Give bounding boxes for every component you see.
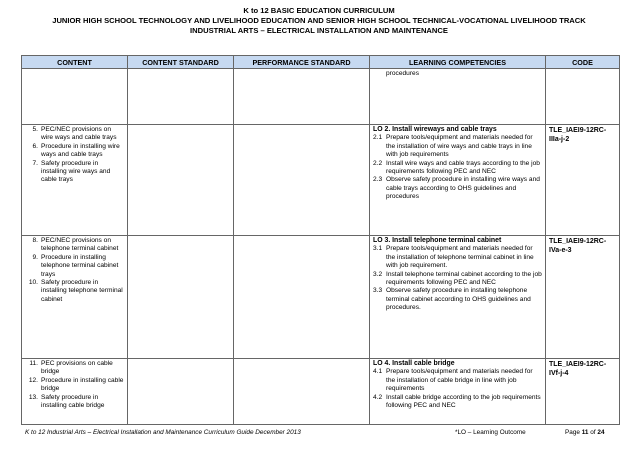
competency-cell bbox=[370, 125, 546, 236]
list-item: 6. Procedure in installing wire ways and cable trays bbox=[32, 142, 120, 159]
list-item: 8. PEC/NEC provisions on telephone terminal cabinet bbox=[32, 237, 119, 253]
list-item: 13. Safety procedure in installing cable bridge bbox=[28, 393, 105, 410]
content-cell bbox=[22, 125, 128, 236]
list-item: 10. Safety procedure in installing telephone terminal cabinet bbox=[28, 279, 123, 303]
list-item: 12. Procedure in installing cable bridge bbox=[28, 376, 124, 393]
col-code: CODE bbox=[546, 56, 620, 69]
competency: 2.1 Prepare tools/equipment and materials needed for the installation of wire ways and cable trays in line with job requirements bbox=[373, 134, 533, 159]
list-item: 11. PEC provisions on cable bridge bbox=[29, 360, 113, 376]
competency: 2.2 Install wire ways and cable trays according to the job requirements following PEC and NEC bbox=[373, 159, 540, 176]
competency-cell bbox=[370, 236, 546, 359]
competency-cell bbox=[370, 359, 546, 425]
list-item: 7. Safety procedure in installing wire ways and cable trays bbox=[32, 159, 111, 184]
col-content: CONTENT bbox=[22, 56, 128, 69]
table-header-row bbox=[22, 56, 620, 69]
col-performance-standard: PERFORMANCE STANDARD bbox=[234, 56, 370, 69]
competency: 3.2 Install telephone terminal cabinet according to the job requirements following PEC and NEC bbox=[373, 270, 542, 287]
learning-outcome: LO 2. Install wireways and cable trays bbox=[373, 126, 497, 133]
doc-title: K to 12 BASIC EDUCATION CURRICULUM bbox=[243, 6, 395, 15]
table-row bbox=[22, 359, 620, 425]
competency: 3.3 Observe safety procedure in installing telephone terminal cabinet according to OHS guidelines and procedures. bbox=[373, 287, 531, 312]
content-cell bbox=[22, 359, 128, 425]
table-row bbox=[22, 236, 620, 359]
competency: 4.2 Install cable bridge according to the job requirements following PEC and NEC bbox=[373, 393, 541, 410]
doc-subtitle: JUNIOR HIGH SCHOOL TECHNOLOGY AND LIVELIHOOD EDUCATION AND SENIOR HIGH SCHOOL TECHNICAL-VOCATIONAL LIVELIHOOD TRACK bbox=[52, 16, 586, 25]
competency: 2.3 Observe safety procedure in installing wire ways and cable trays according to OHS guidelines and procedures bbox=[373, 176, 540, 201]
learning-outcome: LO 4. Install cable bridge bbox=[373, 360, 455, 367]
competency: 4.1 Prepare tools/equipment and materials needed for the installation of cable bridge in line with job requirements bbox=[373, 368, 533, 393]
list-item: 9. Procedure in installing telephone terminal cabinet trays bbox=[32, 253, 119, 278]
col-content-standard: CONTENT STANDARD bbox=[128, 56, 234, 69]
table-row bbox=[22, 69, 620, 125]
footer-guide-title: K to 12 Industrial Arts – Electrical Installation and Maintenance Curriculum Guide December 2013 bbox=[25, 429, 301, 436]
code-cell: TLE_IAEI9-12RC-IIIa-j-2 bbox=[546, 125, 620, 236]
learning-outcome: LO 3. Install telephone terminal cabinet bbox=[373, 237, 502, 244]
list-item: 5. PEC/NEC provisions on wire ways and cable trays bbox=[32, 126, 117, 142]
code-cell: TLE_IAEI9-12RC-IVa-e-3 bbox=[546, 236, 620, 359]
competency: 3.1 Prepare tools/equipment and materials needed for the installation of telephone terminal cabinet in line with job requirement. bbox=[373, 245, 534, 270]
page-number: Page 11 of 24 bbox=[565, 429, 605, 436]
content-cell bbox=[22, 236, 128, 359]
curriculum-table bbox=[21, 55, 620, 425]
footer-note: *LO – Learning Outcome bbox=[455, 429, 526, 436]
col-learning-competencies: LEARNING COMPETENCIES bbox=[370, 56, 546, 69]
doc-track: INDUSTRIAL ARTS – ELECTRICAL INSTALLATION AND MAINTENANCE bbox=[190, 26, 448, 35]
carryover-text: procedures bbox=[386, 70, 419, 77]
code-cell: TLE_IAEI9-12RC-IVf-j-4 bbox=[546, 359, 620, 425]
table-row bbox=[22, 125, 620, 236]
